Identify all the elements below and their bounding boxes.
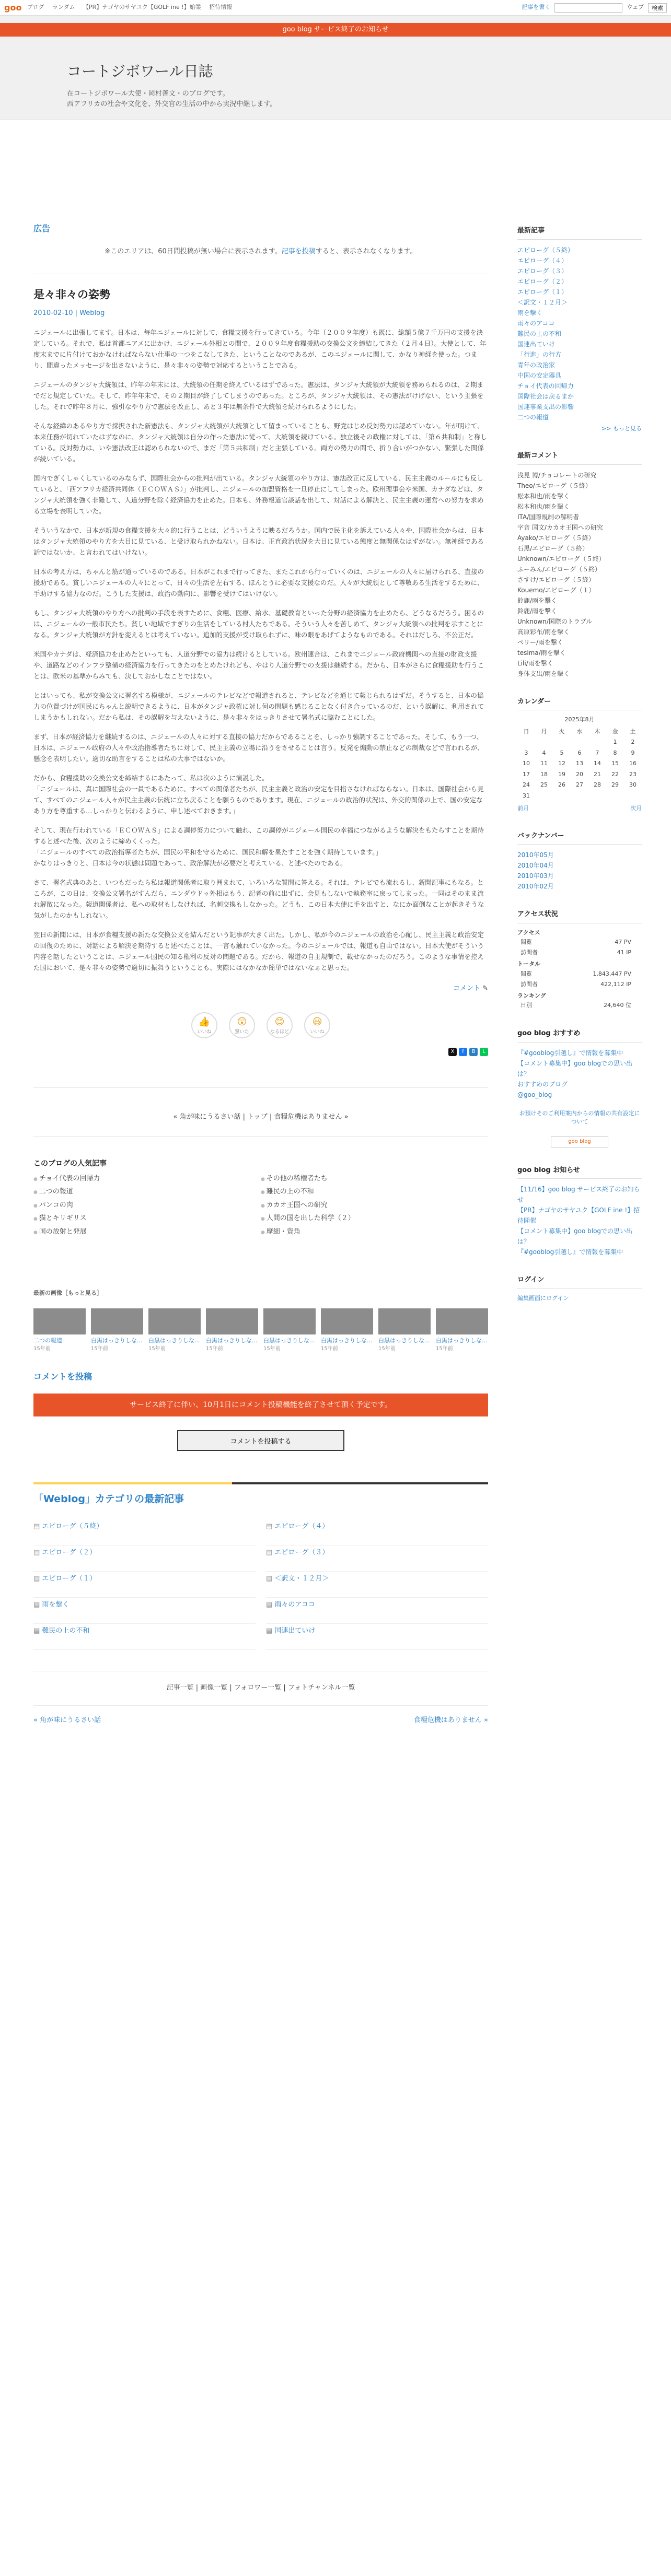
sidebar-goo [517, 1028, 642, 1148]
photo-title[interactable]: 白黒はっきりしな... [91, 1337, 143, 1344]
recent-article-link[interactable]: エピローグ（５終） [517, 246, 574, 254]
backnumber-link[interactable]: 2010年03月 [517, 872, 554, 880]
line-share-icon[interactable]: L [480, 1048, 488, 1056]
recent-comment[interactable]: 身体支出/雨を撃く [517, 670, 570, 677]
photo-card[interactable] [378, 1308, 431, 1353]
access-heading: アクセス [517, 929, 540, 936]
calendar-date: 23 [629, 770, 637, 778]
photo-date: 15年前 [148, 1346, 166, 1352]
calendar-date [553, 737, 571, 748]
category-title: 「Weblog」カテゴリの最新記事 [33, 1482, 232, 1507]
photo-date: 15年前 [91, 1346, 108, 1352]
footer-next-link[interactable]: 食糧危機はありません » [413, 1716, 488, 1724]
top-right [522, 3, 667, 13]
footer-nav [33, 1705, 488, 1726]
divider [33, 1136, 488, 1137]
popular-articles [33, 1158, 488, 1237]
sidebar-login [517, 1275, 642, 1303]
post-paragraph: 国内でぎくしゃくしているのみならず、国際社会からの批判が出ている。タンジャ大統領のやり方は、憲法改正に反している、民主主義のルールにも反していると、「西アフリカ経済共同体（ＥＣＯＷＡＳ）」が批判し、ニジェールの加盟資格を一旦停止にしてしまった。欧州理事会や米国、カナダなどは、タンジャ大統領を強く非難して、人道分野を除く経済協力を止めた。日本も、外務報道官談話を出して、対話による解決と、民主主義の運営への努力を求める立場を表明していた。 [33, 474, 484, 515]
goo-recommend-link[interactable]: おすすめのブログ [517, 1080, 568, 1088]
access-key: 日別 [520, 1002, 532, 1009]
photo-title[interactable]: 二つの報道 [33, 1337, 62, 1344]
photo-card[interactable] [148, 1308, 201, 1353]
calendar-date [606, 791, 624, 802]
calendar-date: 11 [540, 760, 548, 767]
sidebar-comments-title: 最新コメント [517, 451, 642, 465]
notice-link[interactable]: 『#gooblog引越し』で情報を募集中 [517, 1248, 623, 1256]
category-item[interactable]: ▤ 国連出ていけ [266, 1624, 488, 1650]
calendar-day-header: 木 [594, 728, 600, 735]
post-article-link[interactable]: 記事を書く [522, 4, 551, 11]
calendar-date: 19 [558, 770, 565, 778]
photo-title[interactable]: 白黒はっきりしな... [436, 1337, 488, 1344]
access-row [517, 1000, 642, 1011]
top-link-blog[interactable]: ブログ [27, 4, 44, 11]
recent-comment[interactable]: Kouemo/エピローグ（１） [517, 586, 595, 594]
photo-card[interactable] [263, 1308, 316, 1353]
reaction-label: なるほど [270, 1029, 289, 1035]
photo-date: 15年前 [378, 1346, 396, 1352]
recent-article-link[interactable]: エピローグ（２） [517, 277, 568, 285]
photo-card[interactable] [206, 1308, 258, 1353]
post-paragraph: もし、タンジャ大統領のやり方への批判の手段を表すために、食糧、医療、給水、基礎教育といった分野の経済協力を止めたら、どうなるだろう。困るのは、ニジェールの一般市民たち。貧しい地域ですぎりの生活をしている村人たちである。そういう人々を苦しめて、タンジャ大統領への批判を示すことになる。タンジャ大統領が方針を変えるとは考えていない。追加的支援が受け取られずに、味の眼をあげてようなものである。それはだしろ、不公正だ。 [33, 608, 484, 639]
recent-comment[interactable]: 松本和也/雨を撃く [517, 492, 570, 500]
photo-thumbnail[interactable] [206, 1308, 258, 1334]
calendar-table [517, 727, 642, 802]
calendar-month: 2025年8月 [564, 716, 595, 723]
ad-note-link[interactable]: 記事を投稿 [281, 248, 316, 255]
post-meta[interactable]: 2010-02-10 | Weblog [33, 309, 105, 317]
access-row [517, 969, 642, 979]
login-title: ログイン [517, 1275, 642, 1289]
calendar-date: 25 [540, 781, 548, 788]
recent-comment[interactable]: tesima/雨を撃く [517, 649, 566, 657]
access-value: 24,640 位 [604, 1002, 631, 1009]
calendar-date: 20 [576, 770, 583, 778]
backnumber-link[interactable]: 2010年05月 [517, 851, 554, 859]
goo-recommend-link[interactable]: @goo_blog [517, 1091, 552, 1098]
access-value: 422,112 IP [600, 980, 631, 988]
comment-link-row [33, 983, 488, 994]
top-bar [0, 0, 671, 16]
post-paragraph: ニジェールに出張してます。日本は、毎年ニジェールに対して、食糧支援を行ってきている。今年（２００９年度）も既に、総額５億７千万円の支援を決定している。それで、私は首都ニアメに出かけ、ニジェール外相との間で、２００９年度食糧援助の交換公文を締結してきた（２月４日）。大使として、年度末までに片付けておかなければならない仕事の一つをこなしてきた、ということなのであるが、このニジェールに関して、かなり神経を使った。つまり、間違ったメッセージを出さないように、是々非々の姿勢で対応するということである。 [33, 328, 487, 369]
recent-article-link[interactable]: 「行進」の行方 [517, 350, 562, 358]
post-paragraph: ニジェールのタンジャ大統領は、昨年の年末には、大統領の任期を終えているはずであった。憲法は、タンジャ大統領が大統領を務められるのは、２期までだと規定していた。そして、昨年年末で、その２期目が終了してしまうのであった。ところが、タンジャ大統領は、その憲法がけげない、という主張をした。それで昨年８月に、強引なやり方で憲法を改正し、あと３年は無条件で大統領を続けられるようにした。 [33, 380, 484, 411]
reaction-button-2[interactable] [229, 1012, 255, 1038]
calendar-date: 4 [542, 749, 546, 756]
backnumber-link[interactable]: 2010年04月 [517, 862, 554, 869]
recent-comment[interactable]: 鈴鹿/雨を撃く [517, 596, 558, 604]
calendar-date [535, 737, 553, 748]
sidebar-recent [517, 226, 642, 433]
popular-list [33, 1174, 488, 1237]
calendar-date [553, 791, 571, 802]
calendar-date: 6 [577, 749, 582, 756]
access-value: 41 IP [617, 949, 631, 956]
photo-date: 15年前 [436, 1346, 453, 1352]
top-link-pr[interactable]: 【PR】ナゴヤのサヤユク【GOLF ine !】始業 [83, 4, 201, 11]
calendar-date: 8 [613, 749, 617, 756]
photo-date: 15年前 [263, 1346, 281, 1352]
recent-article-link[interactable]: 中国の安定器具 [517, 371, 562, 379]
footer-prev-link[interactable]: « 角が味にうるさい話 [33, 1716, 101, 1724]
access-value: 47 PV [615, 939, 631, 945]
recent-comment[interactable]: 石黒/エピローグ（５終） [517, 544, 589, 552]
calendar-date: 31 [523, 792, 530, 799]
notice-link[interactable]: 【コメント募集中】goo blogでの思い出は？ [517, 1227, 633, 1245]
goo-recommend-list [517, 1048, 642, 1100]
recent-article-link[interactable]: 国連事業支出の影響 [517, 403, 574, 411]
recent-more-link[interactable]: >> もっと見る [601, 425, 642, 432]
post-paragraph: 米国やカナダは、経済協力を止めたといっても、人道分野での協力は続けるとしている。欧州連合は、これまでニジェール政府機関への直接の財政支援や、道路などのインフラ整備の経済協力を行ってきたのをとめたけれども、やはり人道分野での支援は継続する。だから、日本がさらに食糧援助を行うことは、欧米の基準からみても、決しておかしなことではない。 [33, 650, 484, 680]
access-heading: ランキング [517, 992, 546, 999]
sidebar-notice [517, 1165, 642, 1258]
photo-strip [33, 1308, 488, 1353]
calendar-date: 2 [631, 739, 635, 745]
category-item[interactable]: ▤ エピローグ（３） [266, 1545, 488, 1572]
pencil-icon: ✎ [482, 984, 488, 992]
photo-title[interactable]: 白黒はっきりしな... [148, 1337, 200, 1344]
recent-comment[interactable]: Theo/エピローグ（５終） [517, 482, 592, 489]
popular-item[interactable]: ● 摩細・資角 [261, 1227, 488, 1237]
post-paragraph: そして、現在行われている「ＥＣＯＷＡＳ」による調停努力について触れ、この調停がニジェール国民の幸福につながるような解決をもたらすことを期待すると述べた後、次のように締めくくった。 「ニジェールのすべての政治指導者たちが、国民の平和を守るために、国民和解を果たすことを強く期待しています。」 かなりはっきりと、日本は今の状態は問題であって、政治解決が必要だと考えている、と述べたのである。 [33, 826, 484, 867]
reaction-button-4[interactable] [304, 1012, 330, 1038]
reaction-label: 驚いた [235, 1029, 249, 1035]
photo-date: 15年前 [33, 1346, 51, 1352]
access-key: 閲覧 [520, 970, 532, 977]
divider [33, 1087, 488, 1088]
access-stats [517, 929, 642, 1011]
category-item[interactable]: ▤ 難民の上の不和 [33, 1624, 256, 1650]
calendar-date: 17 [523, 770, 530, 778]
recent-article-link[interactable]: エピローグ（４） [517, 256, 568, 264]
blog-desc-line-2: 西アフリカの社会や文化を、外交官の生活の中から実況中継します。 [67, 100, 277, 108]
access-row [517, 937, 642, 947]
calendar-date [517, 737, 535, 748]
access-key: 訪問者 [520, 949, 538, 956]
calendar-date: 24 [523, 781, 530, 788]
prev-next-nav[interactable]: « 角が味にうるさい話 | トップ | 食糧危機はありません » [173, 1113, 349, 1121]
notice-list [517, 1184, 642, 1257]
recent-article-link[interactable]: エピローグ（３） [517, 267, 568, 275]
search-scope[interactable]: ウェブ [627, 4, 644, 11]
reaction-buttons [33, 1012, 488, 1038]
calendar-date: 30 [629, 781, 637, 788]
post-paragraph: そういうなかで、日本が新規の食糧支援を大々的に行うことは、どういうように映るだろうか。国内で民主化を訴えている人々や、国際社会からは、日本はタンジャ大統領のやり方を大目に見ている、と受け取られかねない。日本は、正直政治状況を大目に見ている態度と無関係なはずがない。無神経である話ではないか、と言われてはいけない。 [33, 526, 484, 556]
calendar-date [571, 791, 588, 802]
access-heading: トータル [517, 961, 540, 967]
recent-article-link[interactable]: 国連出ていけ [517, 340, 556, 348]
calendar-date: 27 [576, 781, 583, 788]
calendar-day-header: 水 [576, 728, 583, 735]
notice-title: goo blog お知らせ [517, 1165, 642, 1179]
goo-logo[interactable]: goo [4, 2, 22, 13]
photo-title[interactable]: 白黒はっきりしな... [263, 1337, 315, 1344]
access-title: アクセス状況 [517, 909, 642, 923]
comment-list [517, 470, 642, 679]
sidebar-recent-title: 最新記事 [517, 226, 642, 240]
share-buttons [33, 1048, 488, 1056]
recent-article-link[interactable]: エピローグ（１） [517, 288, 568, 296]
recent-article-link[interactable]: 雨を撃く [517, 309, 543, 317]
main-column [33, 223, 488, 1726]
backnumber-link[interactable]: 2010年02月 [517, 883, 554, 890]
popular-item[interactable]: ● 国の放射と発展 [33, 1227, 261, 1237]
calendar-next[interactable]: 次月 [630, 805, 642, 812]
recent-article-link[interactable]: チョイ代表の回帰力 [517, 382, 574, 390]
recent-comment[interactable]: 字音 国文/カカオ王国への研究 [517, 523, 603, 531]
category-latest [33, 1482, 488, 1650]
recent-list [517, 245, 642, 423]
reaction-icon: 😲 [237, 1016, 247, 1027]
recent-comment[interactable]: 松本和也/雨を撃く [517, 502, 570, 510]
login-link[interactable]: 編集画面にログイン [517, 1294, 569, 1302]
popular-item[interactable]: ● 人間の国を出した科学（２） [261, 1213, 488, 1224]
sidebar [517, 226, 642, 1320]
top-links [27, 3, 238, 12]
recent-comment[interactable]: さすけ/エピローグ（５終） [517, 576, 595, 583]
category-item[interactable]: ▤ 雨を撃く [33, 1598, 256, 1624]
post-paragraph: まず、日本が経済協力を継続するのは、ニジェールの人々に対する直接の協力だからであることを、しっかり強調することであった。そして、もう一つ、日本は、ニジェール政府の人々や政治指導者たちに対して、民主主義の立場に沿うをさせることは言う。反発を煽動の禁止などの制裁などで言われるが、懸念を表明したい。適切な助言をすることは私の大事ではないか。 [33, 732, 484, 763]
photo-title[interactable]: 白黒はっきりしな... [321, 1337, 373, 1344]
reaction-icon: 😃 [312, 1016, 322, 1027]
calendar-nav [517, 804, 642, 813]
post-body [33, 327, 488, 973]
reaction-label: いいね [310, 1029, 325, 1035]
popular-item[interactable]: ● 二つの報道 [33, 1187, 261, 1197]
calendar-prev[interactable]: 前月 [517, 805, 529, 812]
photo-title[interactable]: 白黒はっきりしな... [206, 1337, 258, 1344]
popular-item[interactable]: ● その他の稀権者たち [261, 1174, 488, 1184]
category-list [33, 1519, 488, 1650]
comment-warning: サービス終了に伴い、10月1日にコメント投稿機能を終了させて頂く予定です。 [33, 1394, 488, 1416]
post-paragraph: だから、食糧援助の交換公文を締結するにあたって、私は次のように演説した。 「ニジェールは、真に国際社会の一員であるために、すべての関係者たちが、民主主義と政治の安定を目指さなければならない。日本は、国際社会から見て、すべてのニジェール人々が民主主義の伝統に立ち戻ることを願うものであります。現在、ニジェールの政治的状況は、外交的関係の上で、国の安定なあり方を尊重する…しっかりと伝わるように、申し述べておきます。」 [33, 774, 484, 815]
calendar-date: 3 [524, 749, 528, 756]
search-button[interactable]: 検索 [648, 3, 667, 13]
recent-comment[interactable]: ITA/国際規制の解明者 [517, 513, 580, 521]
category-item[interactable]: ▤ エピローグ（５終） [33, 1519, 256, 1545]
goo-blog-badge[interactable]: goo blog [551, 1136, 608, 1148]
access-value: 1,843,447 PV [593, 970, 631, 977]
calendar-date: 12 [558, 760, 565, 767]
calendar-day-header: 月 [541, 728, 547, 735]
calendar-date: 14 [594, 760, 601, 767]
access-key: 訪問者 [520, 980, 538, 988]
calendar-day-header: 日 [523, 728, 529, 735]
calendar-date: 5 [560, 749, 564, 756]
calendar-date: 16 [629, 760, 637, 767]
popular-item[interactable]: ● 猫とキリギリス [33, 1213, 261, 1224]
photo-card[interactable] [436, 1308, 488, 1353]
recent-article-link[interactable]: 難民の上の不和 [517, 330, 562, 337]
blog-header [0, 16, 671, 120]
recent-comment[interactable]: ふーみん/エピローグ（５終） [517, 565, 601, 573]
recent-photos [33, 1289, 488, 1353]
recent-article-link[interactable]: 雨々のアココ [517, 319, 555, 327]
calendar-date: 18 [540, 770, 548, 778]
recent-comment[interactable]: ペリー/雨を撃く [517, 638, 564, 646]
category-item[interactable]: ▤ 雨々のアココ [266, 1598, 488, 1624]
photo-thumbnail[interactable] [91, 1308, 143, 1334]
reaction-button-1[interactable] [191, 1012, 217, 1038]
sidebar-backnumber [517, 831, 642, 892]
photo-thumbnail[interactable] [263, 1308, 316, 1334]
recent-article-link[interactable]: 二つの報道 [517, 413, 549, 421]
post-paragraph: さて、署名式典のあと、いつもだったら私は報道関係者に取り囲まれて、いろいろな質問に答える。それは、テレビでも流れるし、新聞記事にもなる。ところが、この日は、交換公文署名がすんだら、ニンダウドゥ外相はもう、記者の前に出ずに、会見もしないで執務室に戻ってしまった。一同はそのまま流れ解散になった。報道関係者は、私への取材もしなければ、名刺交換もしなかった。どうも、この日本大使に手を出すと、なにか面倒なことが起きそうな気がしたのかもしれない。 [33, 878, 484, 919]
sidebar-access [517, 909, 642, 1011]
blog-title[interactable]: コートジボワール日誌 [67, 63, 213, 80]
recent-comment[interactable]: 高原彩布/雨を撃く [517, 628, 570, 636]
calendar-day-header: 土 [630, 728, 636, 735]
comment-post-title: コメントを投稿 [33, 1372, 92, 1381]
popular-item[interactable]: ● カカオ王国への研究 [261, 1200, 488, 1211]
blog-desc-line-1: 在コートジボワール大使・岡村善文・のブログです。 [67, 90, 229, 98]
popular-item[interactable]: ● チョイ代表の回帰力 [33, 1174, 261, 1184]
sidebar-calendar [517, 697, 642, 813]
calendar-day-header: 金 [612, 728, 618, 735]
recent-photos-title[interactable]: 最新の画像［もっと見る］ [33, 1290, 102, 1296]
post-comment-button[interactable]: コメントを投稿する [177, 1430, 344, 1451]
popular-item[interactable]: ● 難民の上の不和 [261, 1187, 488, 1197]
calendar-day-header: 火 [559, 728, 565, 735]
hatena-share-icon[interactable]: B [469, 1048, 478, 1056]
calendar-date [624, 791, 642, 802]
category-item[interactable]: ▤ ＜訳文・１２月＞ [266, 1572, 488, 1598]
calendar-date [588, 737, 606, 748]
photo-date: 15年前 [321, 1346, 338, 1352]
ad-note-post: すると、表示されなくなります。 [315, 248, 417, 255]
backnumber-list [517, 850, 642, 892]
post-paragraph: 日本の考え方は、ちゃんと筋が通っているのである。日本がこれまで行ってきた、またこれから行っていくのは、ニジェールの人々に届けられる、直接の援助である。貧しいニジェールの人々にとって、日々の生活を左右する、ほんとうに必要な支援なのだ。人々が大統領として尊敬ある生活をするために、手助けする協力なのだ。こうした支援は、政治の動向に、影響を受けてはいけない。 [33, 567, 484, 598]
recent-comment[interactable]: Ayako/エピローグ（５終） [517, 534, 595, 542]
comment-post-section [33, 1371, 488, 1451]
recent-comment[interactable]: 鈴鹿/雨を撃く [517, 607, 558, 615]
category-item[interactable]: ▤ エピローグ（４） [266, 1519, 488, 1545]
calendar-title: カレンダー [517, 697, 642, 711]
service-end-banner[interactable]: goo blog サービス終了のお知らせ [0, 23, 671, 37]
calendar-date [535, 791, 553, 802]
calendar-date: 7 [595, 749, 599, 756]
post-title[interactable]: 是々非々の姿勢 [33, 288, 110, 301]
recent-article-link[interactable]: 国際社会は戻るまか [517, 392, 574, 400]
backnumber-title: バックナンバー [517, 831, 642, 845]
calendar-date: 21 [594, 770, 601, 778]
recent-comment[interactable]: 浅見 博/チョコレートの研究 [517, 471, 597, 479]
calendar-date: 28 [594, 781, 601, 788]
calendar-date: 13 [576, 760, 583, 767]
calendar-date: 15 [611, 760, 619, 767]
notice-link[interactable]: 【PR】ナゴヤのサヤユク【GOLF ine !】招待開催 [517, 1207, 640, 1224]
photo-thumbnail[interactable] [378, 1308, 431, 1334]
popular-item[interactable]: ● パンコの肉 [33, 1200, 261, 1211]
recent-comment[interactable]: Unknown/エピローグ（５終） [517, 555, 605, 563]
goo-recommend-title: goo blog おすすめ [517, 1028, 642, 1043]
recent-comment[interactable]: Lili/雨を撃く [517, 659, 553, 667]
top-link-random[interactable]: ランダム [52, 4, 75, 11]
recent-article-link[interactable]: ＜訳文・１２月＞ [517, 298, 568, 306]
comment-link[interactable]: コメント [453, 984, 480, 992]
footer-links[interactable]: 記事一覧 | 画像一覧 | フォロワー一覧 | フォトチャンネル一覧 [33, 1671, 488, 1693]
post-paragraph: 翌日の新聞には、日本が食糧支援の新たな交換公文を結んだという記事が大きく出た。しかし、私が今のニジェールの政治を心配し、民主主義と政治安定の回復のために、対話による解決を期待すると述べたことは、一言も触れていなかった。今のニジェールでは、報道も自由ではない。日本大使がそういう内容を話したということは、ニジェール国民の知る権利の反対の問題である。だから、報道の自主規制で、載せなかったのだろう。このような事情を控えた国において、是々非々の姿勢で適切に振舞うということも、実際にはなかなか簡単ではないなぁと思った。 [33, 930, 484, 971]
calendar-date [571, 737, 588, 748]
photo-date: 15年前 [206, 1346, 223, 1352]
sidebar-comments [517, 451, 642, 679]
photo-thumbnail[interactable] [321, 1308, 373, 1334]
post-paragraph: とはいっても、私が交換公文に署名する模様が、ニジェールのテレビなどで報道されると、テレビなどを通じて報じられるはずだ。そうすると、日本の協力の位置づけが国民にちゃんと説明できるように、日本がタンジャ政権に対し何の問題も感じることなく付き合っているのだ、という誤解に、利用されてしまうかもしれない。だから私は、その誤解を与えないように、是々非々をはっきりさせて署名式に臨むことにした。 [33, 691, 484, 721]
reaction-icon: 👍 [198, 1016, 211, 1027]
goo-recommend-link[interactable]: 『#gooblog引越し』で情報を募集中 [517, 1049, 623, 1057]
reaction-icon: 😊 [274, 1016, 285, 1027]
calendar-date [588, 791, 606, 802]
search-input[interactable] [554, 3, 622, 13]
photo-card[interactable] [321, 1308, 373, 1353]
goo-note[interactable]: お預けそのご利用案内からの情報の共有設定について [519, 1109, 640, 1125]
calendar-date: 26 [558, 781, 565, 788]
blog-description [67, 89, 276, 110]
access-row [517, 947, 642, 958]
calendar-date: 9 [631, 749, 635, 756]
reaction-button-3[interactable] [267, 1012, 293, 1038]
photo-card[interactable] [91, 1308, 143, 1353]
top-link-invite[interactable]: 招待情報 [209, 4, 233, 11]
photo-title[interactable]: 白黒はっきりしな... [378, 1337, 430, 1344]
calendar-date: 29 [611, 781, 619, 788]
recent-comment[interactable]: Unknown/国際のトラブル [517, 617, 593, 625]
photo-thumbnail[interactable] [436, 1308, 488, 1334]
calendar-date: 1 [613, 739, 617, 745]
facebook-share-icon[interactable]: f [459, 1048, 467, 1056]
photo-card[interactable] [33, 1308, 86, 1353]
post-paragraph: そんな経緯のあるやり方で採択された新憲法も、タンジャ大統領が大統領として留まっていることも、野党はじめ反対勢力は認めていない。年が明けて、本来任務が切れていたはずなのに、タンジャ大統領は自分の作った憲法に従って、大統領を続けている。独立後その政権に対しては、「第６共和制」と称している。反対勢力は、いや憲法改正は認められないので、まだ「第５共和制」だと主張している。両方の勢力の間で、折り合いがつかない、緊張した関係が続いている。 [33, 421, 487, 463]
photo-thumbnail[interactable] [148, 1308, 201, 1334]
recent-article-link[interactable]: 青年の政治家 [517, 361, 556, 369]
popular-title: このブログの人気記事 [33, 1159, 107, 1168]
calendar-date: 22 [611, 770, 619, 778]
notice-link[interactable]: 【11/16】goo blog サービス終了のお知らせ [517, 1186, 640, 1203]
ad-note-pre: ※このエリアは、60日間投稿が無い場合に表示されます。 [105, 248, 282, 255]
photo-thumbnail[interactable] [33, 1308, 86, 1334]
reaction-label: いいね [197, 1029, 212, 1035]
goo-recommend-link[interactable]: 【コメント募集中】goo blogでの思い出は？ [517, 1059, 633, 1078]
x-share-icon[interactable]: X [448, 1048, 457, 1056]
access-row [517, 979, 642, 990]
category-item[interactable]: ▤ エピローグ（１） [33, 1572, 256, 1598]
ad-note [33, 247, 488, 257]
access-key: 閲覧 [520, 939, 532, 945]
category-item[interactable]: ▤ エピローグ（２） [33, 1545, 256, 1572]
calendar-date: 10 [523, 760, 530, 767]
ad-label: 広告 [33, 224, 51, 233]
